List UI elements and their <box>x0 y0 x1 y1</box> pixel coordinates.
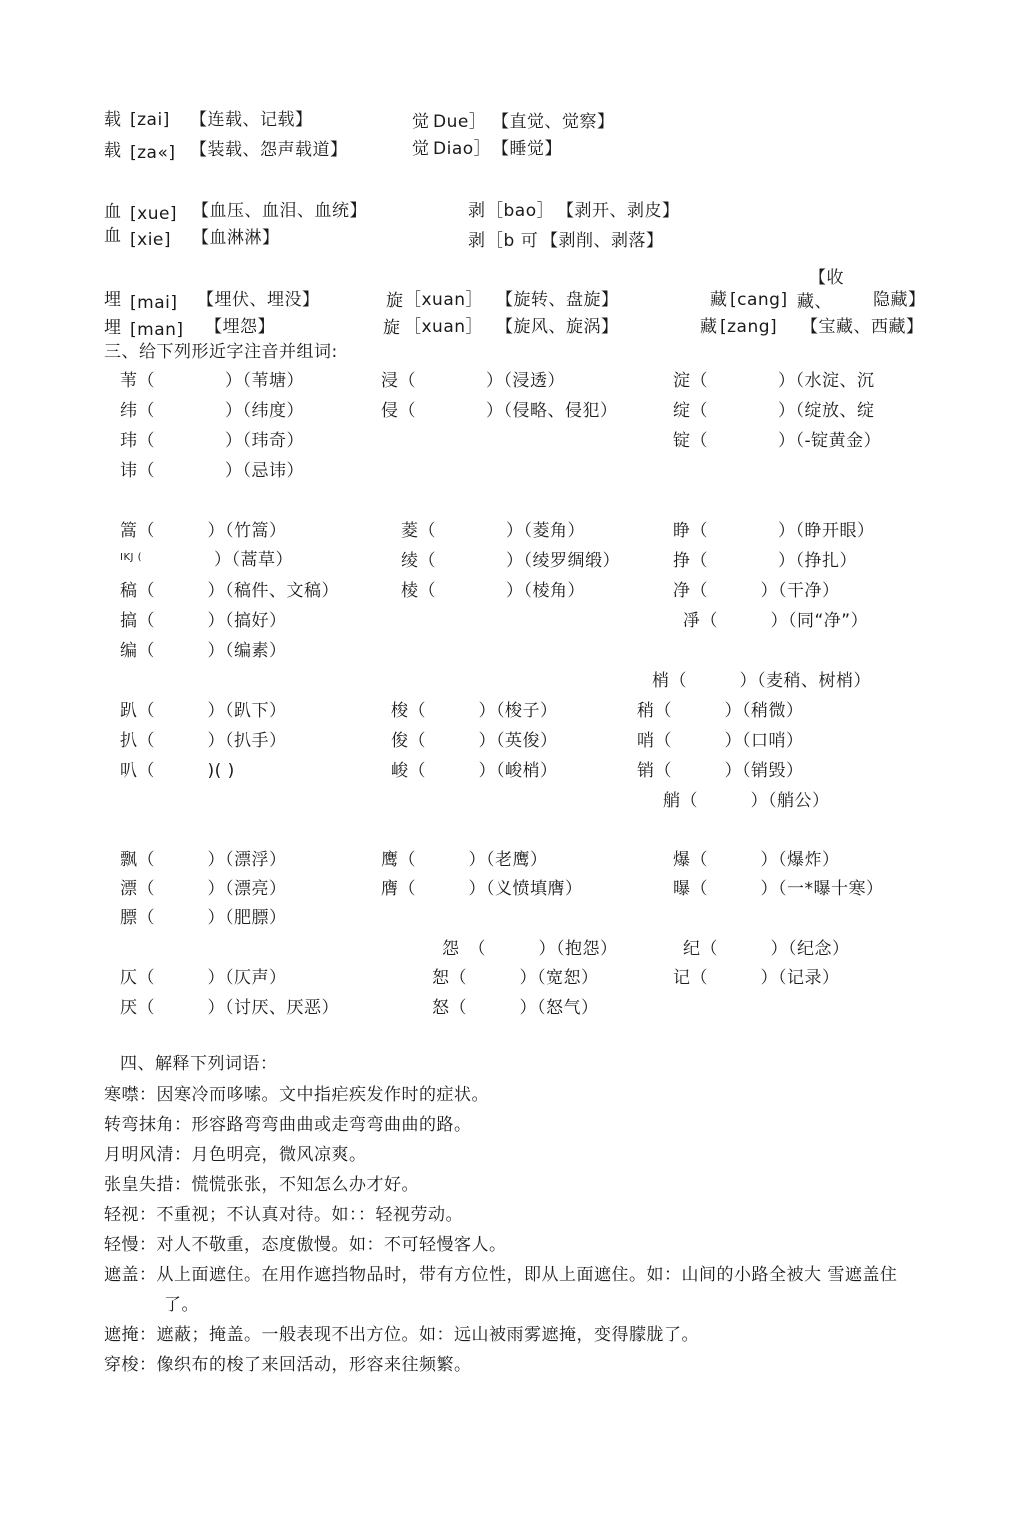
list-item: 纪（ ）（纪念） <box>683 939 850 959</box>
list-item: IKJ ( <box>120 552 143 563</box>
list-item: 漂（ ）（漂亮） <box>120 879 287 899</box>
list-item: 净（ ）（干净） <box>673 581 840 601</box>
char: 剥 <box>468 231 486 251</box>
list-item: 曝（ ）（一*曝十寒） <box>673 879 884 899</box>
list-item: 讳（ ）（忌讳） <box>120 461 304 481</box>
words: 【宝藏、西藏】 <box>801 317 924 337</box>
list-item: 浸（ ）（浸透） <box>381 371 565 391</box>
list-item: 遮掩：遮蔽；掩盖。一般表现不出方位。如：远山被雨雾遮掩，变得朦胧了。 <box>104 1325 699 1345</box>
section4-heading: 四、解释下列词语： <box>120 1054 278 1074</box>
pinyin: [zang] <box>720 317 778 337</box>
words: 【连载、记载】 <box>190 110 313 130</box>
list-item: 玮（ ）（玮奇） <box>120 431 304 451</box>
words: 【睡觉】 <box>492 139 562 159</box>
char: 旋 <box>386 291 404 311</box>
words-top: 【收 <box>809 268 844 288</box>
list-item: 凈（ ）（同“净”） <box>683 611 869 631</box>
list-item: 菱（ ）（菱角） <box>401 521 585 541</box>
list-item: 趴（ ）（趴下） <box>120 701 287 721</box>
words: 【装载、怨声载道】 <box>190 140 348 160</box>
char: 埋 <box>104 318 122 338</box>
list-item: 怒（ ）（怒气） <box>432 998 599 1018</box>
words: 【旋转、盘旋】 <box>496 290 619 310</box>
words: 【血淋淋】 <box>192 228 280 248</box>
words: 【剥开、剥皮】 <box>557 201 680 221</box>
list-item: 穿梭：像织布的梭了来回活动，形容来往频繁。 <box>104 1355 472 1375</box>
list-item: 梢（ ）（麦稍、树梢） <box>652 671 871 691</box>
char: 剥 <box>468 201 486 221</box>
list-item: 艄（ ）（艄公） <box>663 791 830 811</box>
words: 【旋风、旋涡】 <box>496 317 619 337</box>
list-item: 侵（ ）（侵略、侵犯） <box>381 401 618 421</box>
list-item: 爆（ ）（爆炸） <box>673 850 840 870</box>
list-item: 鹰（ ）（老鹰） <box>381 850 548 870</box>
words: 【直觉、觉察】 <box>492 112 615 132</box>
list-item: 寒噤：因寒冷而哆嗦。文中指疟疾发作时的症状。 <box>104 1085 489 1105</box>
list-item: 销（ ）（销毁） <box>637 761 804 781</box>
pinyin: Diao］ <box>433 139 492 159</box>
list-item: 锭（ ）（-锭黄金） <box>673 431 882 451</box>
list-item: 怨 （ ）（抱怨） <box>442 939 618 959</box>
pinyin: [man] <box>130 320 184 340</box>
list-item: 峻（ ）（峻梢） <box>391 761 558 781</box>
list-item: 搞（ ）（搞好） <box>120 611 287 631</box>
list-item: 恕（ ）（宽恕） <box>432 968 599 988</box>
char: 载 <box>104 141 122 161</box>
list-item: 稿（ ）（稿件、文稿） <box>120 581 339 601</box>
list-item: 轻慢：对人不敬重，态度傲慢。如：不可轻慢客人。 <box>104 1235 507 1255</box>
pinyin: ［xuan］ <box>404 290 484 310</box>
pinyin: [xie] <box>130 230 172 250</box>
list-item: 俊（ ）（英俊） <box>391 731 558 751</box>
words: 【剥削、剥落】 <box>541 231 664 251</box>
pinyin: [mai] <box>130 293 178 313</box>
char: 埋 <box>104 290 122 310</box>
char: 觉 <box>412 139 430 159</box>
pinyin: ［xuan］ <box>404 317 484 337</box>
list-item: 挣（ ）（挣扎） <box>673 551 857 571</box>
char: 觉 <box>412 112 430 132</box>
words: 【血压、血泪、血统】 <box>192 201 367 221</box>
list-item: 棱（ ）（棱角） <box>401 581 585 601</box>
list-item: 飘（ ）（漂浮） <box>120 850 287 870</box>
char: 藏 <box>700 317 718 337</box>
list-item: 叭（ )( ) <box>120 761 235 781</box>
list-item: 张皇失措：慌慌张张，不知怎么办才好。 <box>104 1175 419 1195</box>
pinyin: [zai] <box>130 110 170 130</box>
list-item: 纬（ ）（纬度） <box>120 401 304 421</box>
list-item: 编（ ）（编素） <box>120 641 287 661</box>
words: 【埋怨】 <box>205 317 275 337</box>
list-item: 遮盖：从上面遮住。在用作遮挡物品时，带有方位性，即从上面遮住。如：山间的小路全被大 雪遮盖住 <box>104 1265 898 1285</box>
char: 血 <box>104 202 122 222</box>
list-item: 稍（ ）（稍微） <box>637 701 804 721</box>
list-item: 厌（ ）（讨厌、厌恶） <box>120 998 339 1018</box>
pinyin: [za«] <box>130 143 176 163</box>
list-item: 扒（ ）（扒手） <box>120 731 287 751</box>
list-item: 轻视：不重视；不认真对待。如：：轻视劳动。 <box>104 1205 463 1225</box>
list-item: 绫（ ）（绫罗绸缎） <box>401 551 620 571</box>
pinyin: ［b 可 <box>486 231 539 251</box>
words-mid: 藏、 <box>797 292 832 312</box>
char: 血 <box>104 226 122 246</box>
list-item: 仄（ ）（仄声） <box>120 968 287 988</box>
list-item: 苇（ ）（苇塘） <box>120 371 304 391</box>
list-item: 睁（ ）（睁开眼） <box>673 521 875 541</box>
list-item: 了。 <box>164 1295 199 1315</box>
pinyin: ［bao］ <box>486 201 555 221</box>
words-end: 隐藏】 <box>873 290 926 310</box>
list-item: 篙（ ）（竹篙） <box>120 521 287 541</box>
char: 藏 <box>710 290 728 310</box>
list-item: 膺（ ）（义愤填膺） <box>381 879 583 899</box>
list-item: ）（蒿草） <box>214 550 293 570</box>
pinyin: Due］ <box>433 112 487 132</box>
list-item: 哨（ ）（口哨） <box>637 731 804 751</box>
list-item: 月明风清：月色明亮，微风凉爽。 <box>104 1145 367 1165</box>
pinyin: [xue] <box>130 204 178 224</box>
list-item: 转弯抹角：形容路弯弯曲曲或走弯弯曲曲的路。 <box>104 1115 472 1135</box>
words: 【埋伏、埋没】 <box>197 290 320 310</box>
section3-heading: 三、给下列形近字注音并组词: <box>104 342 338 362</box>
list-item: 记（ ）（记录） <box>673 968 840 988</box>
char: 载 <box>104 110 122 130</box>
char: 旋 <box>383 318 401 338</box>
list-item: 梭（ ）（梭子） <box>391 701 558 721</box>
list-item: 绽（ ）（绽放、绽 <box>673 401 875 421</box>
list-item: 膘（ ）（肥膘） <box>120 908 287 928</box>
pinyin: [cang] <box>730 290 788 310</box>
list-item: 淀（ ）（水淀、沉 <box>673 371 875 391</box>
